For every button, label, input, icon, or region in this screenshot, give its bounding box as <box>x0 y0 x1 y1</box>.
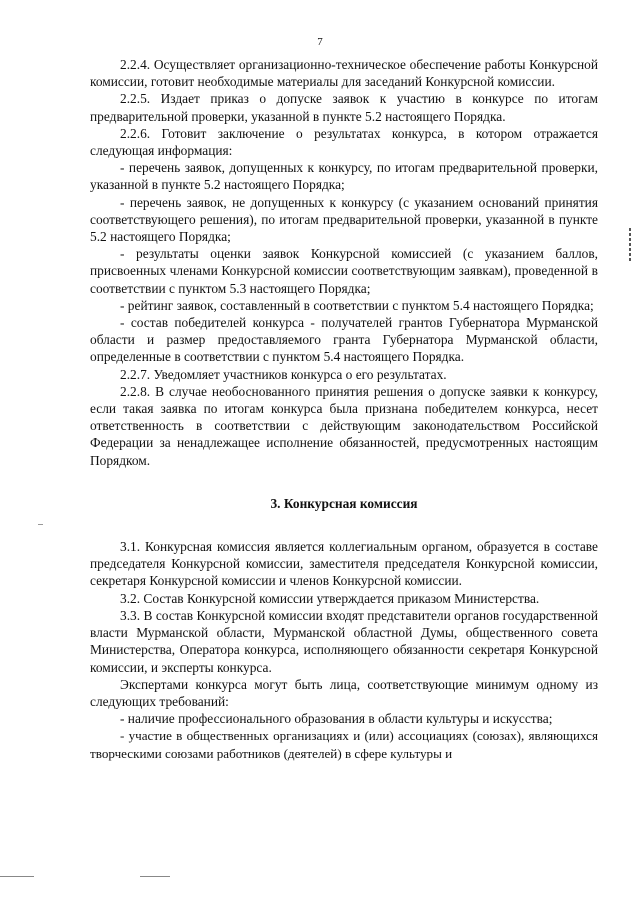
margin-mark <box>629 228 631 262</box>
paragraph-2-2-6: 2.2.6. Готовит заключение о результатах конкурса, в котором отражается следующая информация: <box>90 125 598 159</box>
list-item-organizations: - участие в общественных организациях и (или) ассоциациях (союзах), являющихся творческими союзами работников (деятелей) в сфере культуры и <box>90 728 598 761</box>
page-number: 7 <box>317 36 323 48</box>
footer-rule-left <box>0 876 34 877</box>
document-body <box>90 56 598 762</box>
paragraph-2-2-8: 2.2.8. В случае необоснованного принятия решения о допуске заявки к конкурсу, если такая заявка по итогам конкурса была признана победителем конкурса, несет ответственность в соответствии с действующим законодательством Российской Федерации за ненадлежащее исполнение обязанностей, предусмотренных настоящим Порядком. <box>90 383 598 468</box>
paragraph-experts: Экспертами конкурса могут быть лица, соответствующие минимум одному из следующих требований: <box>90 676 598 709</box>
section-heading: 3. Конкурсная комиссия <box>270 495 418 511</box>
paragraph-3-1: 3.1. Конкурсная комиссия является коллегиальным органом, образуется в составе председателя Конкурсной комиссии, заместителя председателя Конкурсной комиссии, секретаря Конкурсной комиссии и членов Конкурсной комиссии. <box>90 539 598 589</box>
list-item-education: - наличие профессионального образования в области культуры и искусства; <box>120 711 553 727</box>
list-item-rating: - рейтинг заявок, составленный в соответствии с пунктом 5.4 настоящего Порядка; <box>120 297 594 313</box>
paragraph-2-2-4: 2.2.4. Осуществляет организационно-техническое обеспечение работы Конкурсной комиссии, готовит необходимые материалы для заседаний Конкурсной комиссии. <box>90 57 598 90</box>
list-item-winners: - состав победителей конкурса - получателей грантов Губернатора Мурманской области и размер предоставляемого гранта Губернатора Мурманской области, определенные в соответствии с пунктом 5.4 настоящего Порядка. <box>90 315 598 365</box>
paragraph-2-2-7: 2.2.7. Уведомляет участников конкурса о его результатах. <box>120 366 447 382</box>
footer-rule-center <box>140 876 170 877</box>
list-item-admitted-applications: - перечень заявок, допущенных к конкурсу, по итогам предварительной проверки, указанной в пункте 5.2 настоящего Порядка; <box>90 160 598 193</box>
paragraph-2-2-5: 2.2.5. Издает приказ о допуске заявок к участию в конкурсе по итогам предварительной проверки, указанной в пункте 5.2 настоящего Порядка. <box>90 91 598 124</box>
scan-dot <box>38 524 43 525</box>
list-item-evaluation-results: - результаты оценки заявок Конкурсной комиссией (с указанием баллов, присвоенных членами Конкурсной комиссии соответствующим заявкам), проведенной в соответствии с пунктом 5.3 настоящего Порядка; <box>90 246 598 296</box>
paragraph-3-3: 3.3. В состав Конкурсной комиссии входят представители органов государственной власти Мурманской области, Мурманской областной Думы, общественного совета Министерства, Оператора конкурса, исполняющего обязанности секретаря Конкурсной комиссии, и эксперты конкурса. <box>90 607 598 675</box>
paragraph-3-2: 3.2. Состав Конкурсной комиссии утверждается приказом Министерства. <box>120 590 540 606</box>
list-item-rejected-applications: - перечень заявок, не допущенных к конкурсу (с указанием оснований принятия соответствующего решения), по итогам предварительной проверки, указанной в пункте 5.2 настоящего Порядка; <box>90 194 598 245</box>
